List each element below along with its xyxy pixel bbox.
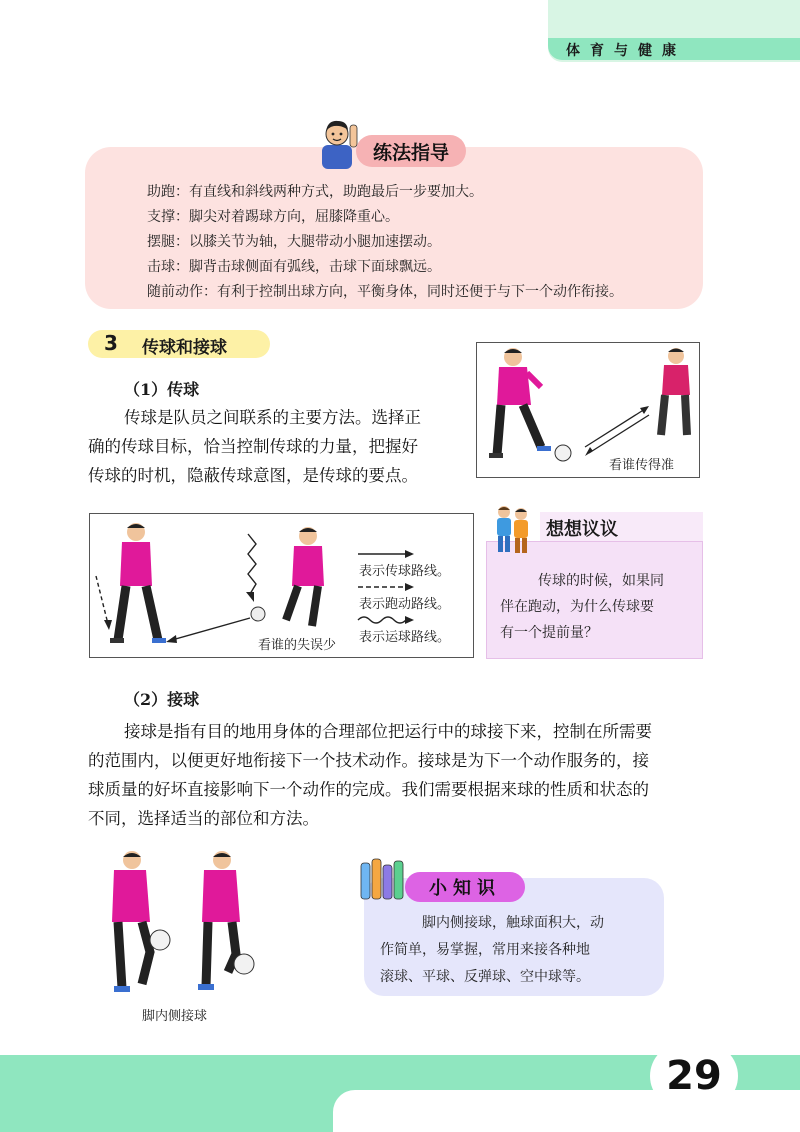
drill-caption: 看谁的失误少 xyxy=(258,638,337,653)
section-title: 传球和接球 xyxy=(142,338,227,358)
discussion-line-3: 有一个提前量？ xyxy=(500,625,598,641)
guide-line-4: 击球：脚背击球侧面有弧线，击球下面球飘远。 xyxy=(147,259,441,275)
legend-pass: 表示传球路线。 xyxy=(359,564,451,579)
guide-line-1: 助跑：有直线和斜线两种方式，助跑最后一步要加大。 xyxy=(147,184,483,200)
discussion-line-2: 伴在跑动，为什么传球要 xyxy=(500,599,654,615)
knowledge-title: 小知识 xyxy=(405,872,525,902)
receiving-line-3: 球质量的好坏直接影响下一个动作的完成。我们需要根据来球的性质和状态的 xyxy=(88,780,649,799)
page-number: 29 xyxy=(650,1043,738,1109)
receiving-line-4: 不同，选择适当的部位和方法。 xyxy=(88,809,319,828)
two-kids-icon xyxy=(490,503,534,555)
passing-line-1: 传球是队员之间联系的主要方法。选择正 xyxy=(124,408,421,427)
legend-dribble: 表示运球路线。 xyxy=(359,630,451,645)
knowledge-line-2: 作简单，易掌握，常用来接各种地 xyxy=(380,942,590,958)
inside-foot-receive-illustration xyxy=(98,848,268,998)
passing-heading: （1）传球 xyxy=(124,380,200,399)
discussion-title: 想想议议 xyxy=(546,519,618,540)
legend-run: 表示跑动路线。 xyxy=(359,597,451,612)
passing-line-2: 确的传球目标，恰当控制传球的力量，把握好 xyxy=(88,437,418,456)
guide-line-2: 支撑：脚尖对着踢球方向，屈膝降重心。 xyxy=(147,209,399,225)
receiving-line-2: 的范围内，以便更好地衔接下一个技术动作。接球是为下一个动作服务的，接 xyxy=(88,751,649,770)
guide-line-5: 随前动作：有利于控制出球方向，平衡身体，同时还便于与下一个动作衔接。 xyxy=(147,284,623,300)
waving-boy-icon xyxy=(316,117,362,169)
colored-pens-icon xyxy=(357,857,413,903)
discussion-line-1: 传球的时候，如果同 xyxy=(538,573,664,589)
section-number: 3 xyxy=(104,331,118,355)
receiving-line-1: 接球是指有目的地用身体的合理部位把运行中的球接下来，控制在所需要 xyxy=(124,722,652,741)
passing-photo-caption: 看谁传得准 xyxy=(609,458,675,473)
knowledge-line-1: 脚内侧接球，触球面积大，动 xyxy=(422,915,604,931)
receiving-heading: （2）接球 xyxy=(124,690,200,709)
passing-line-3: 传球的时机，隐蔽传球意图，是传球的要点。 xyxy=(88,466,418,485)
guide-title: 练法指导 xyxy=(356,135,466,167)
receiving-photo-caption: 脚内侧接球 xyxy=(142,1009,208,1024)
guide-line-3: 摆腿：以膝关节为轴，大腿带动小腿加速摆动。 xyxy=(147,234,441,250)
subject-title: 体育与健康 xyxy=(566,43,686,59)
knowledge-line-3: 滚球、平球、反弹球、空中球等。 xyxy=(380,969,590,985)
